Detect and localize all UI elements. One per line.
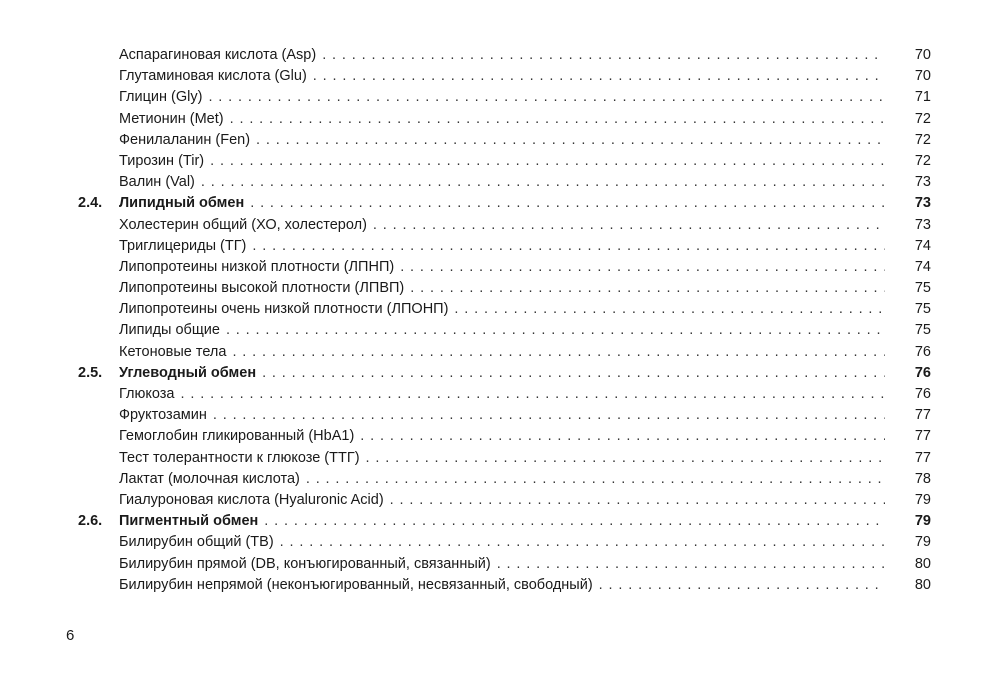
toc-dot-leader [119,66,931,87]
toc-dot-leader [119,215,931,236]
toc-dot-leader [119,384,931,405]
toc-entry-row [0,215,1000,236]
toc-dot-leader [119,511,931,532]
toc-page-number: 76 [885,384,931,405]
toc-page-number: 79 [885,532,931,553]
toc-entry-title: Валин (Val) [119,174,201,190]
toc-entry-row [0,426,1000,447]
toc-entry-row [0,299,1000,320]
toc-section-row [0,511,1000,532]
toc-dot-leader [119,554,931,575]
toc-entry-row [0,448,1000,469]
toc-page-number: 80 [885,554,931,575]
toc-dot-leader [119,45,931,66]
toc-dot-leader [119,575,931,596]
toc-entry-row [0,45,1000,66]
toc-page-number: 74 [885,257,931,278]
toc-entry-title: Тест толерантности к глюкозе (ТТГ) [119,450,366,466]
toc-page-number: 75 [885,278,931,299]
toc-entry-row [0,236,1000,257]
toc-page-number: 77 [885,405,931,426]
toc-entry-title: Глицин (Gly) [119,89,208,105]
toc-page-number: 73 [885,172,931,193]
toc-page-number: 73 [885,215,931,236]
toc-dot-leader [119,469,931,490]
toc-entry-title: Метионин (Met) [119,111,230,127]
toc-page-number: 70 [885,45,931,66]
toc-page-number: 74 [885,236,931,257]
toc-page-number: 77 [885,448,931,469]
toc-entry-title: Билирубин общий (ТВ) [119,534,280,550]
toc-entry-row [0,320,1000,341]
toc-entry-title: Фенилаланин (Fen) [119,132,256,148]
toc-dot-leader [119,532,931,553]
toc-dot-leader [119,278,931,299]
toc-page-number: 80 [885,575,931,596]
toc-dot-leader [119,193,931,214]
toc-section-number: 2.5. [78,364,103,381]
toc-entry-title: Гемоглобин гликированный (HbA1) [119,428,360,444]
toc-entry-row [0,257,1000,278]
toc-dot-leader [119,426,931,447]
toc-entry-title: Лактат (молочная кислота) [119,471,306,487]
toc-entry-title: Липиды общие [119,322,226,338]
toc-entry-row [0,532,1000,553]
toc-entry-title: Липопротеины низкой плотности (ЛПНП) [119,259,400,275]
toc-entry-row [0,405,1000,426]
toc-dot-leader [119,320,931,341]
toc-entry-title: Углеводный обмен [119,365,262,381]
toc-dot-leader [119,405,931,426]
toc-entry-row [0,342,1000,363]
toc-section-row [0,193,1000,214]
toc-entry-row [0,109,1000,130]
toc-page-number: 71 [885,87,931,108]
toc-entry-title: Глюкоза [119,386,181,402]
toc-entry-row [0,469,1000,490]
toc-dot-leader [119,130,931,151]
toc-entry-title: Липидный обмен [119,195,250,211]
toc-page-number: 77 [885,426,931,447]
toc-dot-leader [119,448,931,469]
toc-entry-title: Фруктозамин [119,407,213,423]
toc-entry-title: Билирубин прямой (DB, конъюгированный, связанный) [119,556,497,572]
table-of-contents [0,45,1000,596]
toc-page-number: 70 [885,66,931,87]
toc-entry-title: Гиалуроновая кислота (Hyaluronic Acid) [119,492,390,508]
toc-entry-row [0,130,1000,151]
toc-entry-title: Глутаминовая кислота (Glu) [119,68,313,84]
toc-page-number: 76 [885,342,931,363]
toc-dot-leader [119,151,931,172]
toc-entry-row [0,384,1000,405]
toc-page-number: 79 [885,490,931,511]
toc-page-number: 79 [885,511,931,532]
toc-dot-leader [119,87,931,108]
toc-entry-title: Пигментный обмен [119,513,264,529]
toc-entry-title: Билирубин непрямой (неконъюгированный, несвязанный, свободный) [119,577,599,593]
toc-entry-title: Триглицериды (ТГ) [119,238,252,254]
toc-entry-title: Аспарагиновая кислота (Asp) [119,47,322,63]
toc-dot-leader [119,236,931,257]
toc-page-number: 78 [885,469,931,490]
toc-entry-row [0,151,1000,172]
toc-page-number: 72 [885,109,931,130]
toc-entry-title: Липопротеины высокой плотности (ЛПВП) [119,280,410,296]
toc-dot-leader [119,363,931,384]
toc-page-number: 72 [885,151,931,172]
toc-section-number: 2.4. [78,195,103,212]
toc-entry-row [0,66,1000,87]
toc-entry-title: Тирозин (Tir) [119,153,210,169]
toc-section-row [0,363,1000,384]
toc-entry-row [0,172,1000,193]
toc-dot-leader [119,490,931,511]
toc-page-number: 73 [885,193,931,214]
toc-dot-leader [119,257,931,278]
toc-entry-title: Кетоновые тела [119,344,232,360]
toc-entry-row [0,278,1000,299]
toc-page-number: 75 [885,320,931,341]
toc-dot-leader [119,342,931,363]
toc-entry-row [0,554,1000,575]
toc-section-number: 2.6. [78,513,103,530]
toc-entry-row [0,87,1000,108]
page-number: 6 [66,627,75,644]
toc-dot-leader [119,172,931,193]
toc-entry-row [0,490,1000,511]
toc-page-number: 75 [885,299,931,320]
toc-dot-leader [119,299,931,320]
toc-entry-title: Холестерин общий (ХО, холестерол) [119,217,373,233]
toc-entry-row [0,575,1000,596]
toc-page-number: 76 [885,363,931,384]
toc-page-number: 72 [885,130,931,151]
toc-entry-title: Липопротеины очень низкой плотности (ЛПОНП) [119,301,454,317]
toc-dot-leader [119,109,931,130]
